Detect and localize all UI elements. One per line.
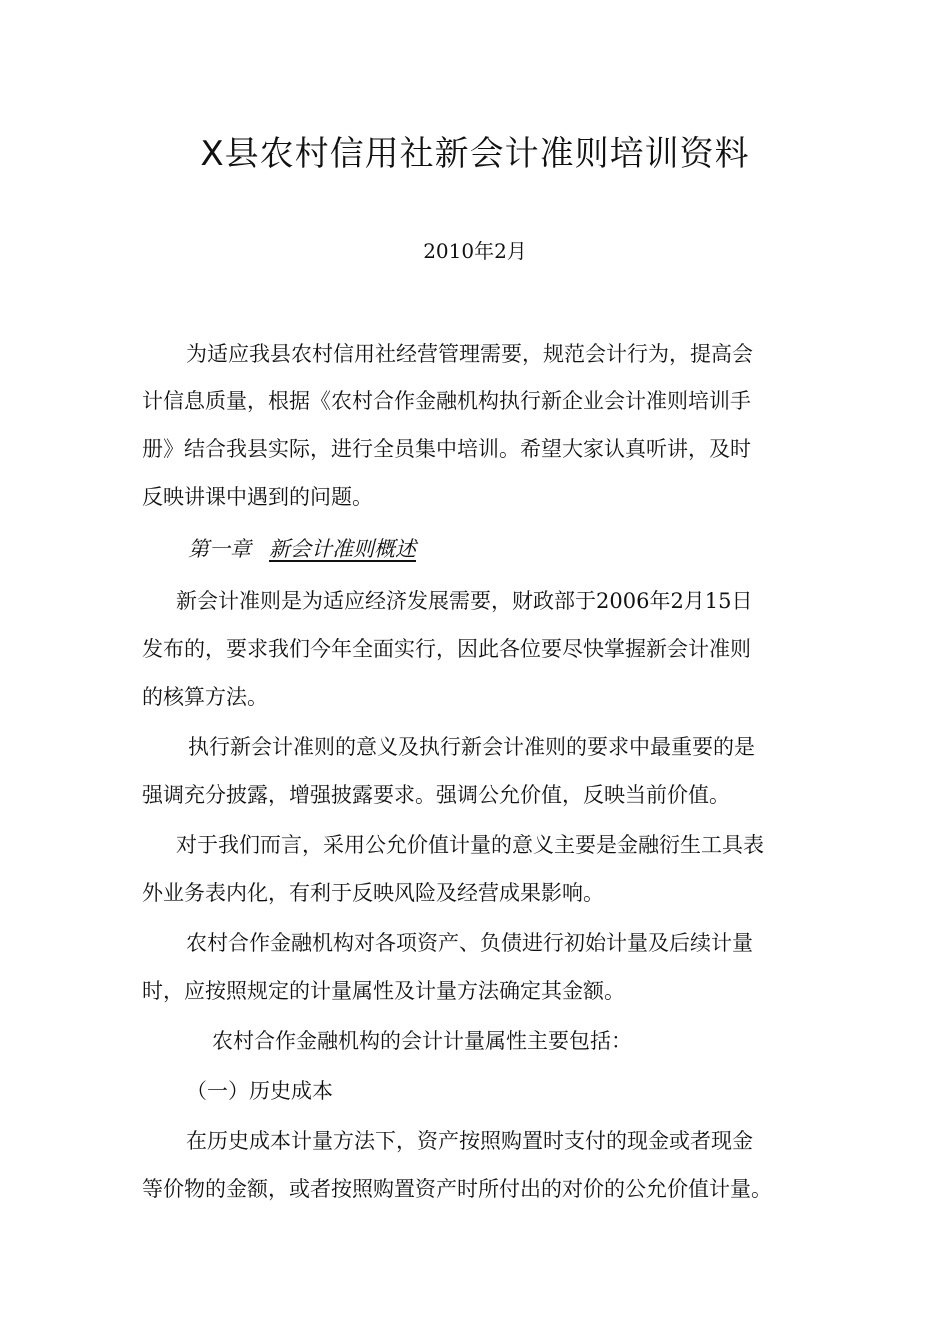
document-date: 2010年2月: [423, 239, 527, 263]
paragraph-line: 为适应我县农村信用社经营管理需要，规范会计行为，提高会: [186, 342, 753, 366]
paragraph-line: 册》结合我县实际，进行全员集中培训。希望大家认真听讲，及时: [142, 437, 751, 461]
paragraph-line: 时，应按照规定的计量属性及计量方法确定其金额。: [142, 979, 625, 1003]
paragraph-line: 的核算方法。: [142, 685, 268, 709]
paragraph-line: 等价物的金额，或者按照购置资产时所付出的对价的公允价值计量。: [142, 1177, 772, 1201]
paragraph-line: 执行新会计准则的意义及执行新会计准则的要求中最重要的是: [188, 735, 755, 759]
paragraph-line: 在历史成本计量方法下，资产按照购置时支付的现金或者现金: [186, 1129, 753, 1153]
paragraph-line: 外业务表内化，有利于反映风险及经营成果影响。: [142, 881, 604, 905]
document-title: X县农村信用社新会计准则培训资料: [200, 134, 750, 174]
paragraph-line: 新会计准则是为适应经济发展需要，财政部于2006年2月15日: [176, 589, 753, 613]
chapter-heading: [188, 533, 416, 565]
paragraph-line: 计信息质量，根据《农村合作金融机构执行新企业会计准则培训手: [142, 389, 751, 413]
section-heading: （一）历史成本: [186, 1079, 333, 1103]
paragraph-line: 农村合作金融机构对各项资产、负债进行初始计量及后续计量: [186, 931, 753, 955]
chapter-title: 新会计准则概述: [269, 537, 416, 561]
paragraph-line: 反映讲课中遇到的问题。: [142, 485, 373, 509]
paragraph-line: 强调充分披露，增强披露要求。强调公允价值，反映当前价值。: [142, 783, 730, 807]
paragraph-line: 对于我们而言，采用公允价值计量的意义主要是金融衍生工具表: [176, 833, 764, 857]
paragraph-line: 农村合作金融机构的会计计量属性主要包括：: [212, 1029, 632, 1053]
paragraph-line: 发布的，要求我们今年全面实行，因此各位要尽快掌握新会计准则: [142, 637, 751, 661]
chapter-number: 第一章: [188, 537, 251, 561]
